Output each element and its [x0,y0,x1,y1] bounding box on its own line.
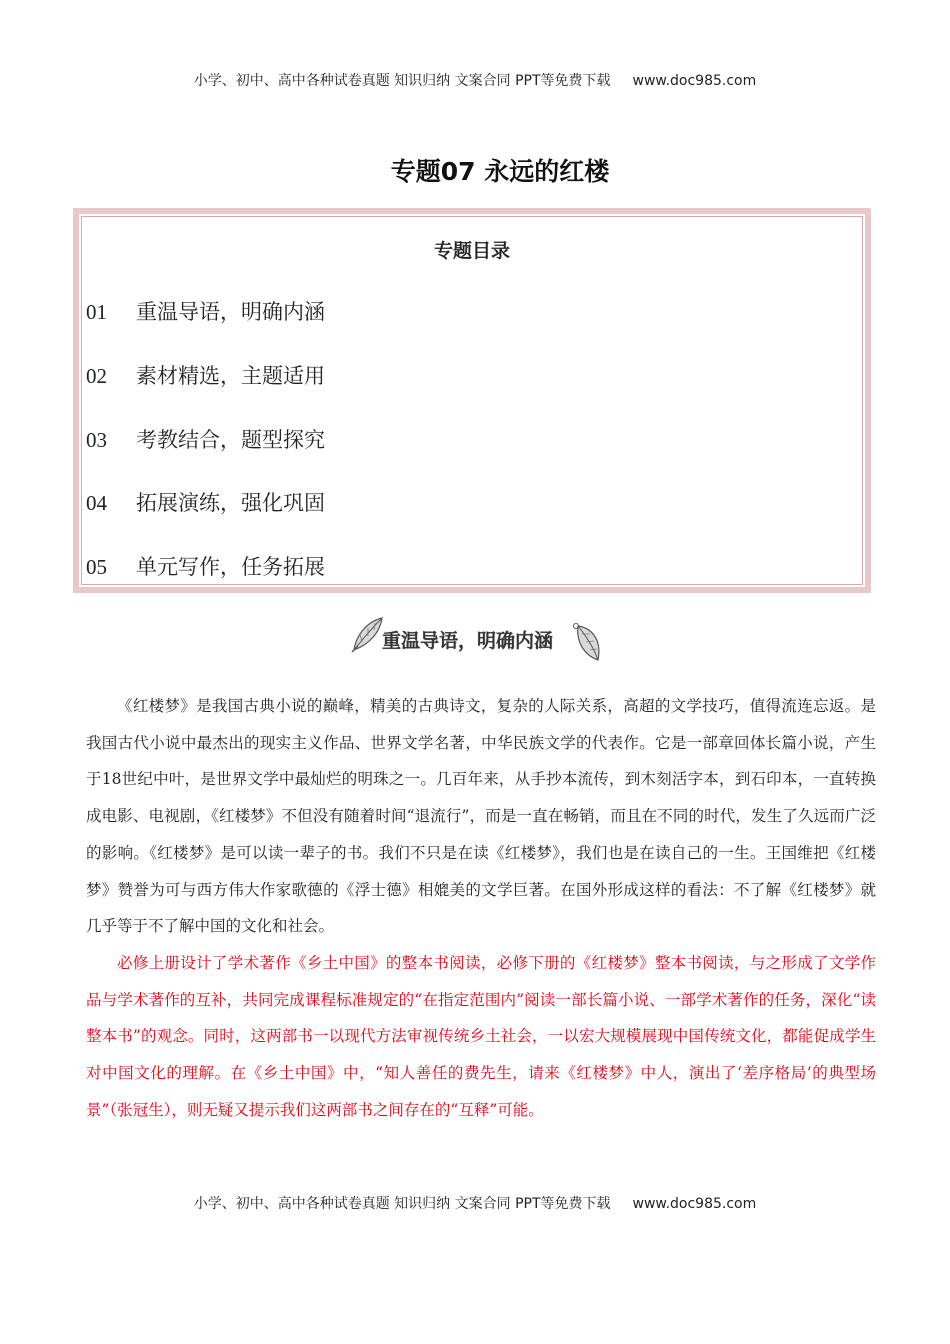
toc-item-label: 重温导语，明确内涵 [136,300,325,324]
section-banner [348,606,604,666]
toc-item[interactable] [86,296,325,326]
toc-item-number: 02 [86,364,107,388]
toc-item-number: 05 [86,555,107,579]
toc-item-number: 04 [86,491,107,515]
toc-item[interactable] [86,424,325,454]
intro-paragraph: 《红楼梦》是我国古典小说的巅峰，精美的古典诗文，复杂的人际关系，高超的文学技巧，值得流连忘返。是我国古代小说中最杰出的现实主义作品、世界文学名著，中华民族文学的代表作。它是一部章回体长篇小说，产生于18世纪中叶，是世界文学中最灿烂的明珠之一。几百年来，从手抄本流传，到木刻活字本，到石印本，一直转换成电影、电视剧，《红楼梦》不但没有随着时间“退流行”，而是一直在畅销，而且在不同的时代，发生了久远而广泛的影响。《红楼梦》是可以读一辈子的书。我们不只是在读《红楼梦》，我们也是在读自己的一生。王国维把《红楼梦》赞誉为可与西方伟大作家歌德的《浮士德》相媲美的文学巨著。在国外形成这样的看法：不了解《红楼梦》就几乎等于不了解中国的文化和社会。 [86,697,876,936]
leaf-icon [570,620,606,666]
page-footer [0,1193,950,1213]
toc-item[interactable] [86,487,325,517]
toc-item[interactable] [86,551,325,581]
header-url[interactable]: www.doc985.com [632,73,757,89]
toc-item-number: 01 [86,300,107,324]
toc-item-label: 单元写作，任务拓展 [136,555,325,579]
highlight-paragraph: 必修上册设计了学术著作《乡土中国》的整本书阅读，必修下册的《红楼梦》整本书阅读，与之形成了文学作品与学术著作的互补，共同完成课程标准规定的“在指定范围内”阅读一部长篇小说、一部学术著作的任务，深化“读整本书”的观念。同时，这两部书一以现代方法审视传统乡土社会，一以宏大规模展现中国传统文化，都能促成学生对中国文化的理解。在《乡土中国》中，“知人善任的费先生，请来《红楼梦》中人，演出了‘差序格局’的典型场景”（张冠生），则无疑又提示我们这两部书之间存在的“互释”可能。 [86,954,876,1119]
page-title: 专题07 永远的红楼 [390,157,610,186]
footer-url[interactable]: www.doc985.com [632,1196,757,1212]
toc-inner-border [81,216,863,585]
toc-item-label: 素材精选，主题适用 [136,364,325,388]
toc-item-label: 拓展演练，强化巩固 [136,491,325,515]
toc-item[interactable] [86,360,325,390]
footer-text: 小学、初中、高中各种试卷真题 知识归纳 文案合同 PPT等免费下载 [193,1196,611,1212]
page-header [0,70,950,90]
header-text: 小学、初中、高中各种试卷真题 知识归纳 文案合同 PPT等免费下载 [193,73,611,89]
table-of-contents [73,208,871,593]
toc-item-label: 考教结合，题型探究 [136,428,325,452]
toc-heading: 专题目录 [433,240,510,262]
toc-item-number: 03 [86,428,107,452]
section-banner-text: 重温导语，明确内涵 [382,630,554,652]
